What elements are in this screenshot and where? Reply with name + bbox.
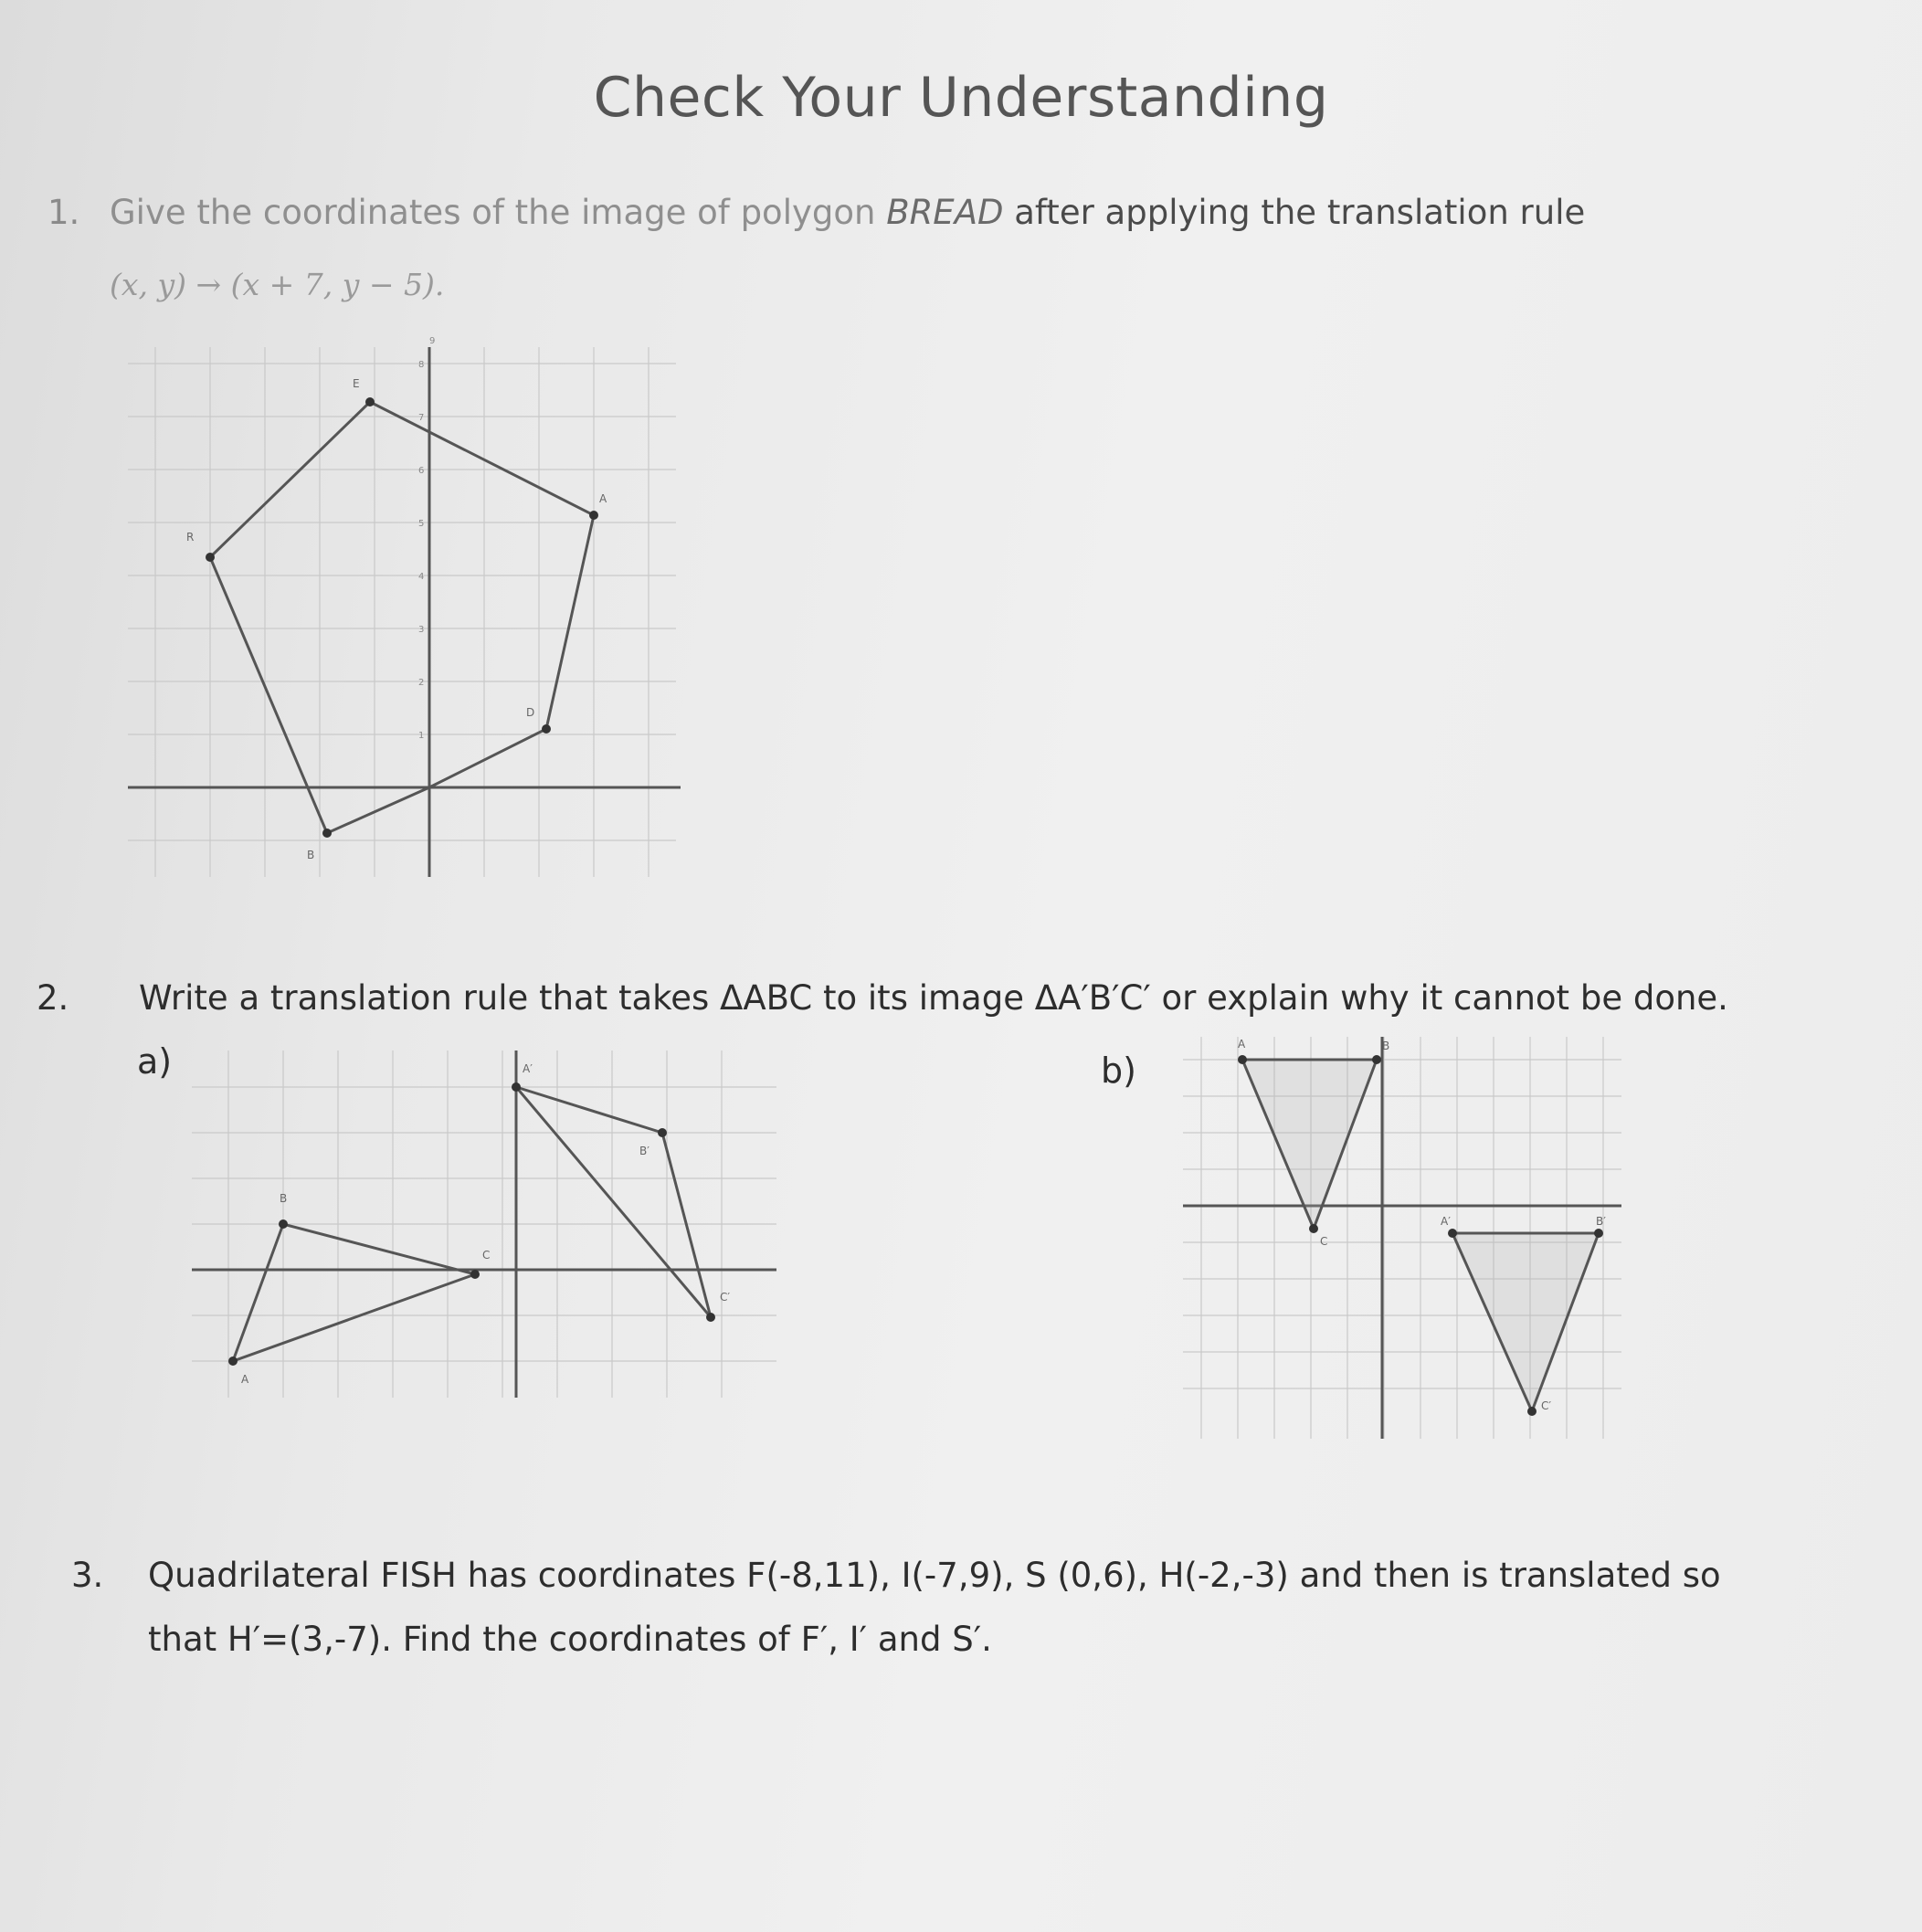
label-b-prime: B′ [1596, 1215, 1606, 1228]
label-d: D [526, 706, 535, 719]
question-1-text-a: Give the coordinates of the image of polygon [110, 193, 887, 232]
vertex-b-prime [1594, 1229, 1603, 1238]
question-3-line-2: that H′=(3,-7). Find the coordinates of F′, I′ and S′. [148, 1620, 992, 1659]
vertex-b [1372, 1055, 1381, 1064]
y-tick-8: 8 [418, 360, 425, 370]
label-a-prime: A′ [1441, 1215, 1451, 1228]
polygon-bread [210, 402, 594, 833]
y-tick-3: 3 [418, 625, 425, 635]
y-tick-1: 1 [418, 731, 425, 741]
vertex-a-prime [512, 1082, 521, 1092]
y-tick-5: 5 [418, 519, 425, 529]
question-2-text: Write a translation rule that takes ΔABC to its image ΔA′B′C′ or explain why it cannot be done. [139, 978, 1728, 1018]
question-3-number: 3. [71, 1556, 104, 1595]
vertex-c-prime [706, 1313, 715, 1322]
question-1-text-b: after applying the translation rule [1003, 193, 1586, 232]
label-a: A [241, 1373, 249, 1386]
label-a: A [1238, 1038, 1246, 1050]
vertex-b [322, 829, 332, 838]
label-c: C [482, 1249, 491, 1262]
y-tick-9: 9 [429, 336, 436, 346]
label-e: E [353, 377, 360, 390]
vertex-a [228, 1357, 238, 1366]
vertex-c [470, 1270, 480, 1279]
graph-2a [192, 1050, 776, 1398]
question-2-number: 2. [37, 978, 69, 1018]
graph-2b [1183, 1037, 1621, 1439]
vertex-b [279, 1219, 288, 1229]
triangle-abc [233, 1224, 475, 1361]
label-b-prime: B′ [639, 1145, 649, 1157]
part-b-label: b) [1101, 1050, 1136, 1091]
y-tick-labels [418, 336, 435, 741]
triangle-abc [1242, 1060, 1377, 1229]
y-tick-4: 4 [418, 572, 425, 582]
vertex-b-prime [658, 1128, 667, 1137]
label-a-prime: A′ [523, 1062, 533, 1075]
vertex-d [542, 724, 551, 734]
y-tick-7: 7 [418, 413, 425, 423]
label-a: A [599, 492, 607, 505]
question-3-line-1: Quadrilateral FISH has coordinates F(-8,11), I(-7,9), S (0,6), H(-2,-3) and then is translated so [148, 1556, 1721, 1595]
y-tick-2: 2 [418, 678, 425, 688]
question-1-prompt [110, 187, 1585, 238]
label-b: B [1382, 1040, 1390, 1052]
translation-rule: (x, y) → (x + 7, y − 5). [110, 267, 445, 302]
triangle-a1b1c1 [516, 1087, 711, 1317]
label-c-prime: C′ [720, 1291, 731, 1304]
label-b: B [307, 849, 315, 861]
vertex-c [1309, 1224, 1318, 1233]
vertex-a [1238, 1055, 1247, 1064]
label-c-prime: C′ [1541, 1399, 1552, 1412]
grid-lines [128, 347, 676, 877]
vertex-r [206, 553, 215, 562]
label-b: B [280, 1192, 288, 1205]
part-a-label: a) [137, 1041, 173, 1082]
vertex-a-prime [1448, 1229, 1457, 1238]
graph-bread [128, 336, 685, 877]
triangle-a1b1c1 [1452, 1233, 1599, 1411]
label-r: R [186, 531, 195, 544]
question-1-number: 1. [48, 193, 80, 232]
page-title: Check Your Understanding [593, 66, 1329, 130]
label-c: C [1320, 1235, 1328, 1248]
y-tick-6: 6 [418, 466, 425, 476]
vertex-c-prime [1527, 1407, 1537, 1416]
vertex-a [589, 511, 598, 520]
polygon-name: BREAD [886, 193, 1004, 232]
vertex-e [365, 397, 375, 406]
